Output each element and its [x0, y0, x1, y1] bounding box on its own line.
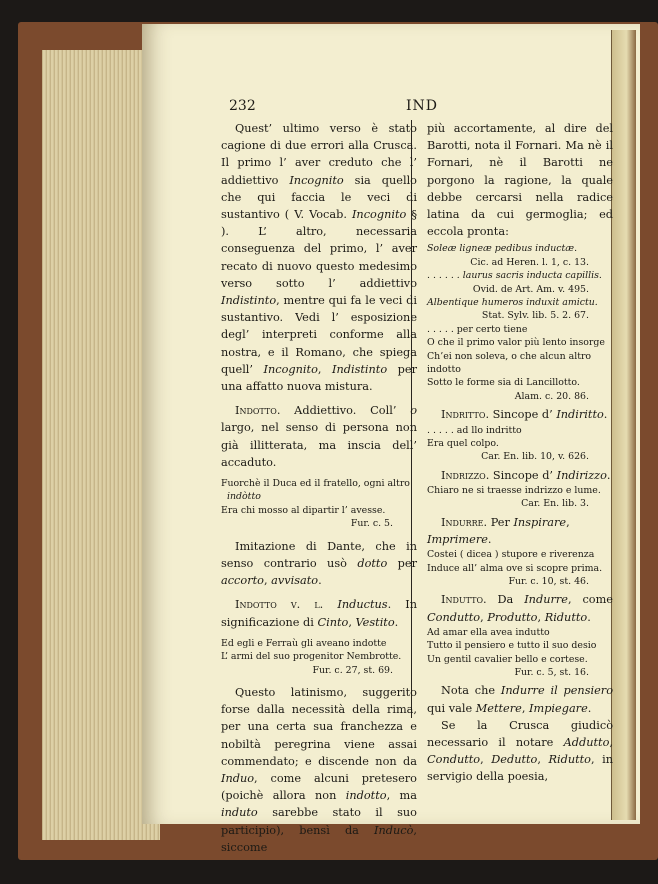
citation: Car. En. lib. 3.: [521, 498, 589, 510]
facing-page-edge: [611, 30, 636, 820]
paragraph: Nota che Indurre il pensiero qui vale Mettere, Impiegare.: [427, 684, 613, 715]
entry-headword: Indotto v. l.: [235, 598, 324, 612]
quotation: . . . . . ad llo indritto Era quel colpo. Car. En. lib. 10, v. 626.: [427, 424, 613, 464]
entry-headword: Indrizzo: [441, 468, 486, 482]
entry-headword: Indotto: [235, 404, 277, 418]
paragraph: Imitazione di Dante, che in senso contrario usò dotto per accorto, avvisato.: [221, 539, 417, 588]
entry-indotto-vl: Indotto v. l. Inductus. In significazione di Cinto, Vestito.: [221, 598, 418, 629]
paragraph: Se la Crusca giudicò necessario il notare Addutto, Condutto, Dedutto, Ridutto, in servigio della poesia,: [427, 718, 613, 784]
citation: Fur. c. 10, st. 46.: [508, 575, 589, 587]
citation: Fur. c. 5.: [350, 518, 393, 530]
entry-headword: Indutto: [441, 593, 483, 607]
citation: Cic. ad Heren. l. 1, c. 13.: [470, 256, 589, 268]
entry-indritto: Indritto. Sincope d’ Indiritto.: [441, 408, 608, 422]
entry-indutto: Indutto. Da Indurre, come Condutto, Produtto, Ridutto.: [427, 593, 613, 624]
page-number: 232: [229, 98, 256, 114]
citation: Car. En. lib. 10, v. 626.: [481, 451, 589, 463]
entry-indrizzo: Indrizzo. Sincope d’ Indirizzo.: [441, 468, 611, 482]
quotation: Soleæ ligneæ pedibus inductæ. Cic. ad Heren. l. 1, c. 13. . . . . . . laurus sacris inducta capillis. Ovid. de Art. Am. v. 495. Albentique humeros induxit amictu. Stat. Sylv. lib. 5. 2. 67. . . . . . per certo tiene O che il primo valor più lento insorge Ch’ei non soleva, o che alcun altro indotto Sotto le forme sia di Lancillotto. Alam. c. 20. 86.: [427, 242, 613, 403]
left-column: [221, 120, 417, 856]
entry-headword: Indurre: [441, 515, 484, 529]
paragraph: più accortamente, al dire del Barotti, nota il Fornari. Ma nè il Fornari, nè il Barotti ne porgono la ragione, la quale debbe cercarsi nella radice latina da cui germoglia; ed eccola pronta:: [427, 122, 613, 239]
citation: Alam. c. 20. 86.: [514, 390, 589, 402]
paragraph: Questo latinismo, suggerito forse dalla necessità della rima, per una certa sua franchezza e nobiltà peregrina viene assai commendato; e discende non da Induo, come alcuni pretesero (poichè allora non indotto, ma induto sarebbe stato il suo participio), bensì da Inducò, siccome: [221, 685, 417, 854]
entry-headword: Indritto: [441, 408, 486, 422]
paragraph: Quest’ ultimo verso è stato cagione di due errori alla Crusca. Il primo l’ aver creduto che l’ addiettivo Incognito sia quello che qui faccia le veci di sustantivo ( V. Vocab. Incognito § ). L’ altro, necessaria conseguenza del primo, l’ aver recato di nuovo questo medesimo verso sotto l’ addiettivo Indistinto, mentre qui fa le veci di sustantivo. Vedi l’ esposizione degl’ interpreti conforme alla nostra, e il Romano, che spiega quell’ Incognito, Indistinto per una affatto nuova mistura.: [221, 122, 417, 394]
citation: Ovid. de Art. Am. v. 495.: [472, 283, 589, 295]
quotation: Chiaro ne si traesse indrizzo e lume. Car. En. lib. 3.: [427, 484, 613, 511]
quotation: Fuorchè il Duca ed il fratello, ogni altro indòtto Era chi mosso al dipartir l’ avesse. Fur. c. 5.: [221, 477, 417, 531]
quotation: Ed egli e Ferraù gli aveano indotte L’ armi del suo progenitor Nembrotte. Fur. c. 27, st. 69.: [221, 637, 417, 677]
quotation: Costei ( dicea ) stupore e riverenza Induce all’ alma ove si scopre prima. Fur. c. 10, st. 46.: [427, 548, 613, 588]
running-head: IND: [406, 98, 439, 114]
quotation: Ad amar ella avea indutto Tutto il pensiero e tutto il suo desio Un gentil cavalier bello e cortese. Fur. c. 5, st. 16.: [427, 626, 613, 680]
citation: Fur. c. 27, st. 69.: [312, 664, 393, 676]
entry-indurre: Indurre. Per Inspirare, Imprimere.: [427, 515, 570, 546]
citation: Fur. c. 5, st. 16.: [514, 666, 589, 678]
entry-indotto: Indotto. Addiettivo. Coll’ o largo, nel senso di persona non già illitterata, ma inscia dell’ accaduto.: [221, 404, 417, 469]
right-column: [417, 120, 613, 786]
citation: Stat. Sylv. lib. 5. 2. 67.: [481, 310, 589, 322]
